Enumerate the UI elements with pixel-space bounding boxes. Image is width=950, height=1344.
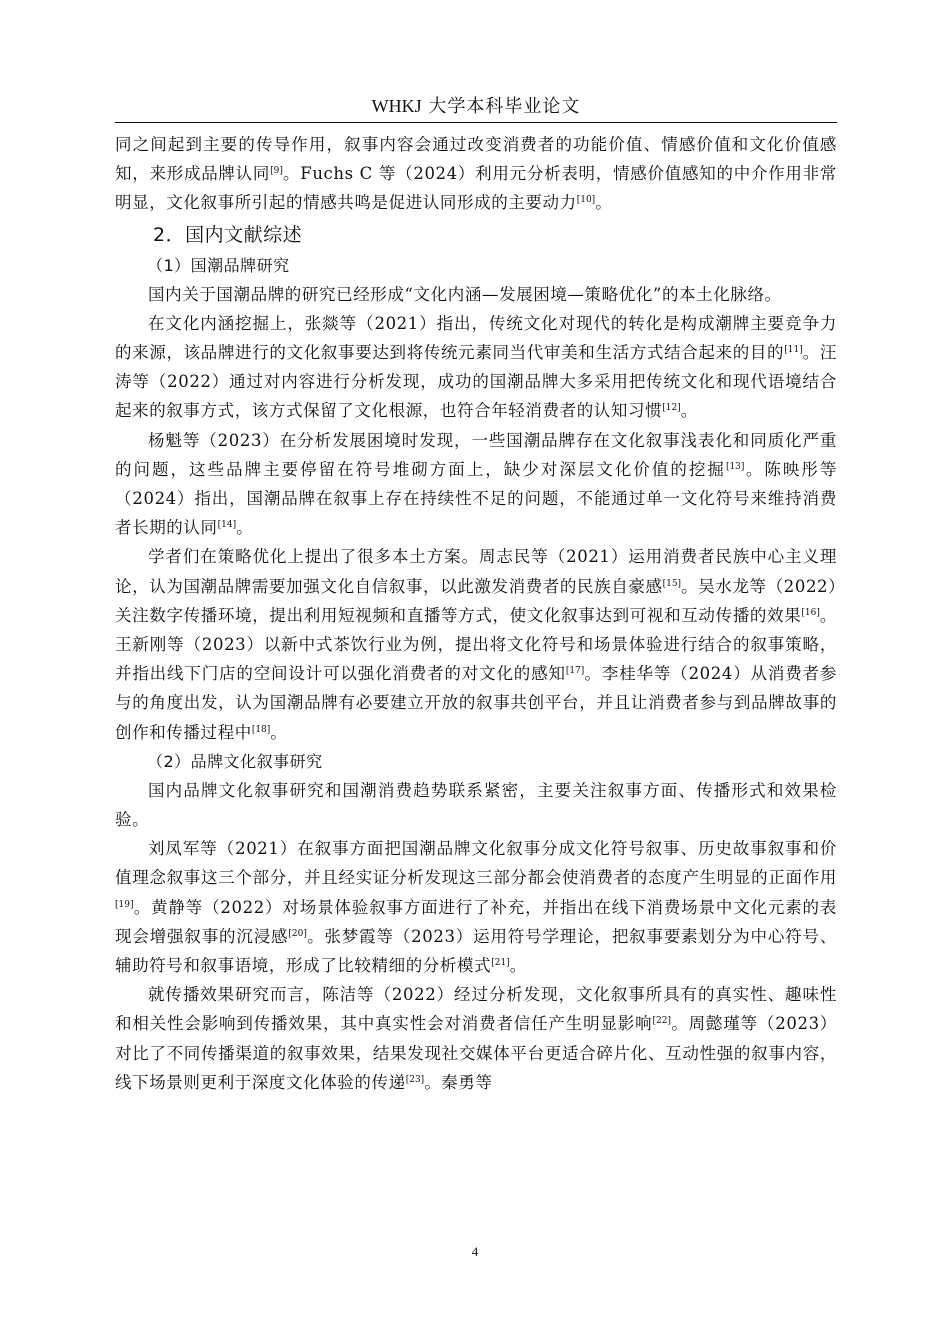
- citation-ref: [21]: [491, 958, 510, 969]
- paragraph: [115, 309, 837, 426]
- citation-ref: [19]: [115, 899, 134, 910]
- citation-ref: [23]: [405, 1074, 425, 1085]
- paragraph: [115, 980, 837, 1097]
- citation-ref: [22]: [652, 1016, 671, 1027]
- paragraph-text: 学者们在策略优化上提出了很多本土方案。周志民等（2021）运用消费者民族中心主义理论，认为国潮品牌需要加强文化自信叙事，以此激发消费者的民族自豪感: [115, 547, 837, 596]
- paragraph-text: 。: [680, 401, 698, 421]
- citation-ref: [10]: [576, 195, 596, 206]
- paragraph-text: 国内关于国潮品牌的研究已经形成“文化内涵—发展困境—策略优化”的本土化脉络。: [148, 284, 782, 304]
- running-header: [115, 92, 837, 121]
- paragraph-text: 。Fuchs C 等（2024）利用元分析表明，情感价值感知的中介作用非常明显，文化叙事所引起的情感共鸣是促进认同形成的主要动力: [115, 164, 838, 213]
- paragraph-text: 。: [236, 518, 254, 538]
- paragraph: [115, 280, 837, 309]
- paragraph-text: 。吴水龙等（2022）关注数字传播环境，提出利用短视频和直播等方式，使文化叙事达到可视和互动传播的效果: [115, 576, 837, 625]
- subsection-heading-guochao: （1）国潮品牌研究: [147, 255, 290, 275]
- paragraph-text: 就传播效果研究而言，陈洁等（2022）经过分析发现，文化叙事所具有的真实性、趣味性和相关性会影响到传播效果，其中真实性会对消费者信任产生明显影响: [115, 985, 837, 1034]
- citation-ref: [9]: [270, 166, 283, 177]
- header-brand: WHKJ: [371, 96, 422, 116]
- citation-ref: [16]: [801, 607, 820, 618]
- paragraph-text: 。: [509, 956, 527, 976]
- paragraph-text: 同之间起到主要的传导作用，叙事内容会通过改变消费者的功能价值、情感价值和文化价值感知，来形成品牌认同: [115, 135, 837, 184]
- paragraph-text: 。陈映彤等（2024）指出，国潮品牌在叙事上存在持续性不足的问题，不能通过单一文化符号来维持消费者长期的认同: [115, 459, 837, 538]
- paragraph-text: 。王新刚等（2023）以新中式茶饮行业为例，提出将文化符号和场景体验进行结合的叙事策略，并指出线下门店的空间设计可以强化消费者的对文化的感知: [115, 605, 838, 684]
- citation-ref: [20]: [288, 928, 307, 939]
- paragraph-text: 。周懿瑾等（2023）对比了不同传播渠道的叙事效果，结果发现社交媒体平台更适合碎片化、互动性强的叙事内容，线下场景则更利于深度文化体验的传递: [115, 1014, 838, 1092]
- body-text: [115, 130, 837, 1097]
- citation-ref: [14]: [217, 520, 237, 531]
- paragraph: [115, 426, 837, 543]
- paragraph-text: 杨魁等（2023）在分析发展困境时发现，一些国潮品牌存在文化叙事浅表化和同质化严重的问题，这些品牌主要停留在符号堆砌方面上，缺少对深层文化价值的挖掘: [115, 430, 837, 479]
- header-title: 大学本科毕业论文: [428, 96, 581, 117]
- paragraph-text: 。李桂华等（2024）从消费者参与的角度出发，认为国潮品牌有必要建立开放的叙事共创平台，并且让消费者参与到品牌故事的创作和传播过程中: [115, 664, 837, 742]
- paragraph-text: 在文化内涵挖掘上，张燚等（2021）指出，传统文化对现代的转化是构成潮牌主要竞争力的来源，该品牌进行的文化叙事要达到将传统元素同当代审美和生活方式结合起来的目的: [115, 313, 837, 363]
- citation-ref: [17]: [565, 666, 585, 677]
- paragraph: [115, 542, 837, 746]
- citation-ref: [13]: [725, 461, 745, 472]
- paragraph-text: 。: [270, 722, 288, 742]
- paragraph: [115, 776, 837, 834]
- citation-ref: [12]: [662, 403, 681, 414]
- paragraph-text: 。黄静等（2022）对场景体验叙事方面进行了补充，并指出在线下消费场景中文化元素的表现会增强叙事的沉浸感: [115, 897, 837, 946]
- paragraph-text: 。秦勇等: [424, 1072, 493, 1092]
- paragraph-text: 。张梦霞等（2023）运用符号学理论，把叙事要素划分为中心符号、辅助符号和叙事语境，形成了比较精细的分析模式: [115, 926, 837, 976]
- page-number: 4: [471, 1244, 479, 1259]
- citation-ref: [11]: [784, 345, 803, 356]
- paragraph-text: 刘凤军等（2021）在叙事方面把国潮品牌文化叙事分成文化符号叙事、历史故事叙事和价值理念叙事这三个部分，并且经实证分析发现这三部分都会使消费者的态度产生明显的正面作用: [115, 839, 837, 888]
- citation-ref: [18]: [251, 724, 271, 735]
- paragraph-text: 。汪涛等（2022）通过对内容进行分析发现，成功的国潮品牌大多采用把传统文化和现代语境结合起来的叙事方式，该方式保留了文化根源，也符合年轻消费者的认知习惯: [115, 343, 838, 421]
- paragraph-text: 国内品牌文化叙事研究和国潮消费趋势联系紧密，主要关注叙事方面、传播形式和效果检验。: [115, 780, 837, 830]
- paragraph-continued: [115, 130, 837, 218]
- subsection-heading-narrative: （2）品牌文化叙事研究: [147, 751, 323, 771]
- header-rule: [115, 122, 837, 123]
- citation-ref: [15]: [662, 578, 682, 589]
- section-heading-domestic-review: 2．国内文献综述: [153, 223, 303, 246]
- paragraph-text: 。: [595, 193, 613, 213]
- paragraph: [115, 834, 837, 980]
